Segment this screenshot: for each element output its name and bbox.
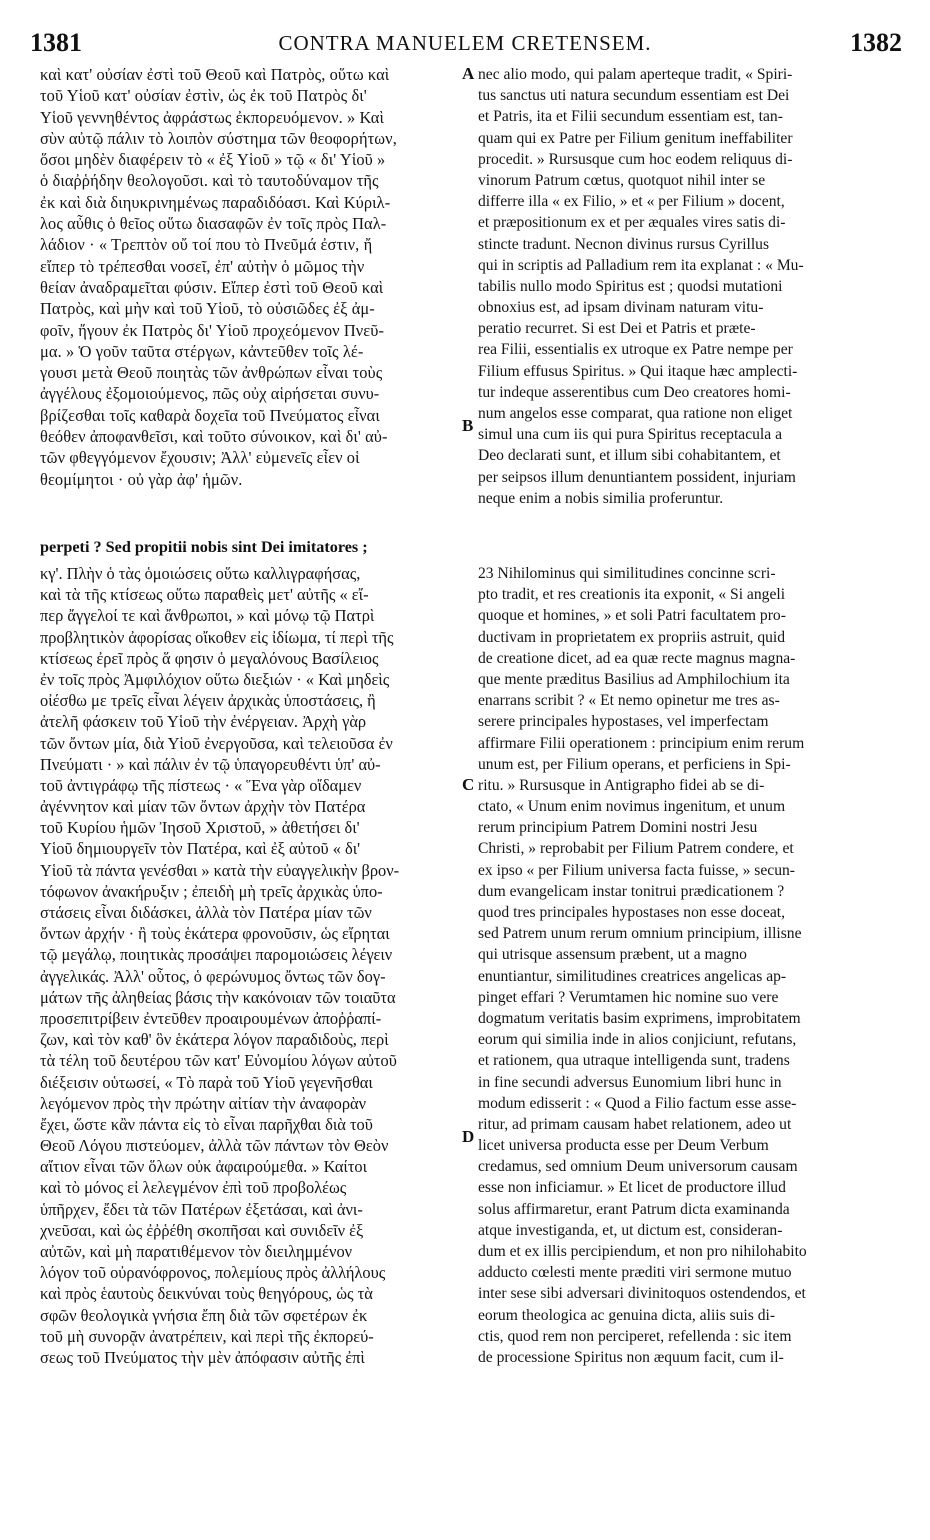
section-marker-b: B [462, 416, 474, 435]
greek-text-line: ἀγγέλους ἐξομοιούμενος, πῶς οὐχ αἱρήσεται συνυ- [40, 384, 380, 404]
latin-text-line: dum et ex illis percipiendum, et non pro nihilohabito [478, 1243, 807, 1260]
greek-text-line: Πνεύματι · » καὶ πάλιν ἐν τῷ ὑπαγορευθέντι ὑπ' αὐ- [40, 754, 381, 774]
latin-text-line: differre illa « ex Filio, » et « per Filium » docent, [478, 193, 785, 211]
greek-text-line: ὑπῆρχεν, ἔδει τὰ τῶν Πατέρων ἐξετάσαι, καὶ ἀνι- [40, 1199, 363, 1219]
latin-text-line: dum evangelicam instar tonitrui prædicationem ? [478, 882, 785, 900]
latin-text-line: neque enim a nobis similia proferuntur. [478, 489, 724, 507]
latin-text-line: de processione Spiritus non æquum facit, cum il- [478, 1348, 784, 1366]
greek-text-line: ἔχει, ὥστε κἂν πάντα εἰς τὸ εἶναι παρῆχθαι διὰ τοῦ [40, 1114, 373, 1134]
latin-text-line: pto tradit, et res creationis ita exponit, « Si angeli [478, 586, 786, 604]
latin-text-line: affirmare Filii operationem : principium enim rerum [478, 734, 805, 752]
latin-text-line: enuntiantur, similitudines creatrices angelicas ap- [478, 967, 787, 985]
greek-text-line: τοῦ Κυρίου ἡμῶν Ἰησοῦ Χριστοῦ, » ἀθετήσει δι' [40, 818, 360, 838]
greek-text-line: διέξεισιν οὑτωσεί, « Τὸ παρὰ τοῦ Υἱοῦ γεγενῆσθαι [40, 1072, 373, 1092]
greek-text-line: θεόθεν ἀποφανθεῖσι, καὶ τοῦτο σύνοικον, καὶ δι' αὐ- [40, 427, 388, 447]
latin-text-line: peratio recurret. Si est Dei et Patris et præte- [478, 320, 756, 338]
latin-text-line: solus affirmaretur, erant Patrum dicta examinanda [478, 1200, 790, 1218]
greek-text-line: θείαν ἀναδραμεῖται φύσιν. Εἴπερ ἐστὶ τοῦ Θεοῦ καὶ [40, 277, 384, 297]
latin-text-line: stincte tradunt. Necnon divinus rursus Cyrillus [478, 235, 770, 253]
latin-text-line: Filium effusus Spiritus. » Qui itaque hæc amplecti- [478, 362, 798, 380]
latin-text-line: modum edisserit : « Quod a Filio factum esse asse- [478, 1094, 797, 1112]
greek-text-line: βρίζεσθαι τοῖς καθαρὰ δοχεῖα τοῦ Πνεύματος εἶναι [40, 405, 380, 425]
running-title: CONTRA MANUELEM CRETENSEM. [278, 31, 652, 55]
latin-text-line: tabilis nullo modo Spiritus est ; quodsi mutationi [478, 277, 783, 295]
greek-text-line: λος αὖθις ὁ θεῖος οὕτω διασαφῶν ἐν τοῖς πρὸς Παλ- [40, 214, 387, 234]
greek-text-line: καὶ πρὸς ἑαυτοὺς δεικνύναι τοὺς θεηγόρους, ὡς τὰ [40, 1284, 373, 1304]
greek-text-line: προσεπιτρίβειν ἐντεῦθεν προαιρουμένων ἀποῤῥαπί- [40, 1008, 382, 1028]
greek-text-line: λεγόμενον πρὸς τὴν πρώτην αἰτίαν τὴν ἀναφορὰν [40, 1093, 367, 1113]
greek-text-line: θεομίμητοι · οὐ γὰρ ἀφ' ἡμῶν. [40, 469, 243, 489]
greek-text-line: ἀτελῆ φάσκειν τοῦ Υἱοῦ τὴν ἐνέργειαν. Ἀρχὴ γὰρ [40, 712, 367, 732]
greek-text-line: Θεοῦ Λόγου πιστεύομεν, ἀλλὰ τῶν πάντων τὸν Θεὸν [40, 1136, 389, 1156]
latin-text-line: adducto cœlesti mente præditi viri sermone mutuo [478, 1264, 792, 1282]
greek-text-line: μα. » Ὁ γοῦν ταῦτα στέργων, κἀντεῦθεν τοῖς λέ- [40, 341, 364, 361]
section-marker-c: C [462, 775, 475, 794]
latin-text-line: inter sese sibi adversari divinitoquos ostendendos, et [478, 1285, 806, 1303]
latin-text-line: pinget effari ? Verumtamen hic nomine suo vere [478, 988, 779, 1006]
latin-text-line: rea Filii, essentialis ex utroque ex Patre nempe per [478, 341, 793, 359]
latin-text-line: atque investiganda, et, ut dictum est, consideran- [478, 1221, 783, 1239]
latin-text-line: enarrans scribit ? « Et nemo opinetur me tres as- [478, 692, 780, 710]
latin-text-line: nec alio modo, qui palam aperteque tradit, « Spiri- [478, 66, 793, 83]
latin-text-line: ductivam in proprietatem ex propriis astruit, quid [478, 628, 786, 646]
latin-text-line: dogmatum veritatis basim exprimens, improbitatem [478, 1009, 801, 1027]
latin-text-line: rerum principium Patrem Domini nostri Jesu [478, 819, 758, 837]
latin-text-line: ctis, quod rem non perciperet, refellenda : sic item [478, 1327, 792, 1345]
greek-text-line: τοῦ Υἱοῦ κατ' οὐσίαν ἐστὶν, ὡς ἐκ τοῦ Πατρὸς δι' [40, 86, 367, 106]
latin-text-line: quoque et homines, » et soli Patri facultatem pro- [478, 607, 786, 625]
latin-text-line: num angelos esse comparat, qua ratione non eliget [478, 405, 793, 422]
latin-text-line: que mente præditus Basilius ad Amphilochium ita [478, 670, 790, 688]
latin-text-line: tur indeque asserentibus cum Deo creatores homi- [478, 383, 791, 401]
greek-text-line: τοῦ μὴ συνορᾷν ἀνατρέπειν, καὶ περὶ τῆς ἐκπορεύ- [40, 1326, 374, 1346]
greek-text-line: εἴπερ τὸ τρέπεσθαι νοσεῖ, ἐπ' αὐτὴν ὁ μῶμος τὴν [40, 256, 365, 276]
greek-text-line: σφῶν θεολογικὰ γνήσια ἔπη διὰ τῶν σφετέρων ἐκ [40, 1305, 368, 1325]
latin-text-line: in fine secundi adversus Eunomium libri hunc in [478, 1073, 782, 1091]
greek-text-line: Υἱοῦ δημιουργεῖν τὸν Πατέρα, καὶ ἐξ αὐτοῦ « δι' [40, 839, 361, 859]
greek-text-line: τοῦ ἀντιγράφῳ τῆς πίστεως · « Ἕνα γὰρ οἴδαμεν [40, 775, 362, 795]
page-number-left: 1381 [30, 28, 82, 57]
greek-text-line: Πατρὸς, καὶ μὴν καὶ τοῦ Υἱοῦ, τὸ οὐσιῶδες ἐξ ἀμ- [40, 299, 375, 319]
latin-text-line: 23 Nihilominus qui similitudines concinne scri- [478, 565, 776, 582]
latin-text-line: ex ipso « per Filium universa facta fuisse, » secun- [478, 861, 795, 879]
greek-text-line: γουσι μετὰ Θεοῦ ποιητὰς τῶν ἀνθρώπων εἶναι τοὺς [40, 363, 383, 383]
latin-text-line: et Patris, ita et Filii secundum essentiam est, tan- [478, 108, 783, 126]
greek-text-line: κτίσεως ἐρεῖ πρὸς ἅ φησιν ὁ μεγαλόνους Βασίλειος [40, 648, 379, 668]
greek-text-line: ζων, καὶ τὸν καθ' ὃν ἑκάτερα λόγον παραδιδοὺς, περὶ [40, 1030, 389, 1050]
section-marker-a: A [462, 64, 475, 83]
greek-text-line: καὶ τὸ μόνος εἰ λελεγμένον ἐπὶ τοῦ προβολέως [40, 1178, 347, 1198]
latin-text-line: vinorum Patrum cœtus, quotquot nihil inter se [478, 171, 766, 189]
greek-text-line: οἰέσθω με τρεῖς εἶναι λέγειν ἀρχικὰς ὑποστάσεις, ἢ [40, 691, 376, 711]
greek-text-line: σὺν αὐτῷ πάλιν τὸ λοιπὸν σύστημα τῶν θεοφορήτων, [40, 128, 397, 148]
greek-text-line: σεως τοῦ Πνεύματος τὴν μὲν ἀπόφασιν αὐτῆς ἐπὶ [40, 1347, 365, 1367]
latin-text-line: credamus, sed omnium Deum universorum causam [478, 1158, 798, 1176]
latin-text-line: tus sanctus uti natura secundum essentiam est Dei [478, 87, 790, 105]
greek-text-line: καὶ τὰ τῆς κτίσεως οὕτω παραθεὶς μετ' αὐτῆς « εἴ- [40, 585, 369, 605]
greek-text-line: Υἱοῦ τὰ πάντα γενέσθαι » κατὰ τὴν εὐαγγελικὴν βρον- [40, 860, 400, 880]
greek-text-line: τόφωνον ἀνακήρυξιν ; ἐπειδὴ μὴ τρεῖς ἀρχικὰς ὑπο- [40, 881, 383, 901]
greek-text-line: φοῖν, ἤγουν ἐκ Πατρὸς δι' Υἱοῦ προχεόμενον Πνεῦ- [40, 320, 385, 340]
greek-text-line: τὰ τέλη τοῦ δευτέρου τῶν κατ' Εὐνομίου λόγων αὐτοῦ [40, 1051, 397, 1071]
greek-text-line: περ ἄγγελοί τε καὶ ἄνθρωποι, » καὶ μόνῳ τῷ Πατρὶ [40, 606, 375, 626]
spanning-line-text: perpeti ? Sed propitii nobis sint Dei imitatores ; [40, 538, 368, 556]
greek-column-bottom [40, 563, 470, 1368]
greek-text-line: ἐν τοῖς πρὸς Ἀμφιλόχιον οὕτω διεξιών · « Καὶ μηδεὶς [40, 669, 390, 689]
latin-text-line: Deo declarati sunt, et illum sibi cohabitantem, et [478, 447, 781, 465]
greek-text-line: ὁ διαῤῥήδην θεολογοῦσι. καὶ τὸ ταυτοδύναμον τῆς [40, 171, 379, 191]
greek-text-line: ἀγέννητον καὶ μίαν τῶν ὄντων ἀρχὴν τὸν Πατέρα [40, 797, 366, 817]
latin-text-line: et præpositionum ex et per æquales vires satis di- [478, 214, 786, 232]
latin-text-line: esse non inficiamur. » Et licet de productore illud [478, 1179, 786, 1197]
greek-text-line: ἀγγελικάς. Ἀλλ' οὗτος, ὁ φερώνυμος ὄντως τῶν δογ- [40, 966, 386, 986]
latin-text-line: eorum qui similia inde in alios conjiciunt, refutans, [478, 1031, 797, 1049]
latin-text-line: serere principales hypostases, vel imperfectam [478, 713, 769, 731]
latin-text-line: procedit. » Rursusque cum hoc eodem reliquus di- [478, 150, 793, 168]
latin-text-line: qui utrisque assensum præbent, ut a magno [478, 946, 747, 964]
latin-text-line: ritu. » Rursusque in Antigrapho fidei ab se di- [478, 776, 765, 794]
page-header [0, 28, 930, 62]
greek-text-line: προβλητικὸν ἀφορίσας οἴκοθεν εἰς ἰδίωμα, τί περὶ τῆς [40, 627, 394, 647]
greek-column-top [40, 64, 470, 490]
latin-text-line: per seipsos illum denuntiantem possident, injuriam [478, 468, 796, 486]
latin-text-line: sed Patrem unum rerum omnium principium, illisne [478, 925, 802, 943]
greek-text-line: λάδιον · « Τρεπτὸν οὔ τοί που τὸ Πνεῦμά ἐστιν, ἤ [40, 235, 373, 255]
latin-column-bottom [478, 563, 896, 1368]
greek-text-line: τῷ μεγάλῳ, ποιητικὰς προσάψει παρομοιώσεις λέγειν [40, 945, 393, 965]
greek-text-line: Υἱοῦ γεννηθέντος ἀφράστως ἐκπορευόμενον. » Καὶ [40, 107, 385, 127]
greek-text-line: χνεῦσαι, καὶ ὡς ἐῤῥέθη σκοπῆσαι καὶ συνιδεῖν ἐξ [40, 1220, 364, 1240]
greek-text-line: ὅσοι μηδὲν διαφέρειν τὸ « ἐξ Υἱοῦ » τῷ « δι' Υἱοῦ » [40, 150, 386, 170]
greek-text-line: τῶν φθεγγόμενον ἔχουσιν; Ἀλλ' εὐμενεῖς εἶεν οἱ [40, 448, 360, 468]
greek-text-line: λόγον τοῦ οὐρανόφρονος, πολεμίους πρὸς ἀλλήλους [40, 1263, 386, 1283]
latin-text-line: obnoxius est, ad ipsam divinam naturam vitu- [478, 299, 764, 317]
latin-text-line: qui in scriptis ad Palladium rem ita explanat : « Mu- [478, 256, 804, 274]
latin-text-line: quam qui ex Patre per Filium genitum ineffabiliter [478, 129, 793, 147]
latin-text-line: eorum theologica ac genuina dicta, aliis suis di- [478, 1306, 776, 1324]
greek-text-line: ἐκ καὶ διὰ διηυκρινημένως παραδιδόασι. Καὶ Κύριλ- [40, 192, 391, 212]
greek-text-line: ὄντων ἀρχήν · ἢ τοὺς ἑκάτερα φρονοῦσιν, ὡς εἴρηται [40, 924, 390, 944]
latin-text-line: ctato, « Unum enim novimus ingenitum, et unum [478, 798, 786, 816]
latin-text-line: de creatione dicet, ad ea quæ recte magnus magna- [478, 649, 796, 667]
page-number-right: 1382 [850, 28, 902, 57]
greek-text-line: μάτων τῆς ἀληθείας βάσις τὴν κακόνοιαν τῶν τοιαῦτα [40, 987, 396, 1007]
latin-text-line: quod tres principales hypostases non esse doceat, [478, 904, 786, 921]
latin-column-top [478, 64, 896, 509]
section-marker-d: D [462, 1127, 475, 1146]
latin-text-line: unum est, per Filium operans, et perficiens in Spi- [478, 755, 791, 773]
greek-text-line: αἴτιον εἶναι τῶν ὅλων οὐκ ἀφαιρούμεθα. » Καίτοι [40, 1157, 368, 1177]
latin-text-line: ritur, ad primam causam habet relationem, adeo ut [478, 1115, 792, 1133]
greek-text-line: κγ'. Πλὴν ὁ τὰς ὁμοιώσεις οὕτω καλλιγραφήσας, [40, 564, 361, 583]
latin-text-line: simul una cum iis qui pura Spiritus receptacula a [478, 426, 783, 444]
greek-text-line: αὐτῶν, καὶ μὴ παρατιθέμενον τὸν διειλημμένον [40, 1242, 353, 1261]
latin-text-line: et rationem, qua utraque intelligenda sunt, tradens [478, 1052, 790, 1070]
latin-text-line: Christi, » reprobabit per Filium Patrem condere, et [478, 840, 794, 858]
greek-text-line: τῶν ὄντων μία, διὰ Υἱοῦ ἐνεργοῦσα, καὶ τελειοῦσα ἐν [40, 733, 393, 753]
latin-text-line: licet universa producta esse per Deum Verbum [478, 1137, 769, 1155]
greek-text-line: καὶ κατ' οὐσίαν ἐστὶ τοῦ Θεοῦ καὶ Πατρὸς, οὕτω καὶ [40, 65, 390, 84]
greek-text-line: στάσεις εἶναι διδάσκει, ἀλλὰ τὸν Πατέρα μίαν τῶν [40, 903, 372, 922]
spanning-line [40, 538, 900, 557]
